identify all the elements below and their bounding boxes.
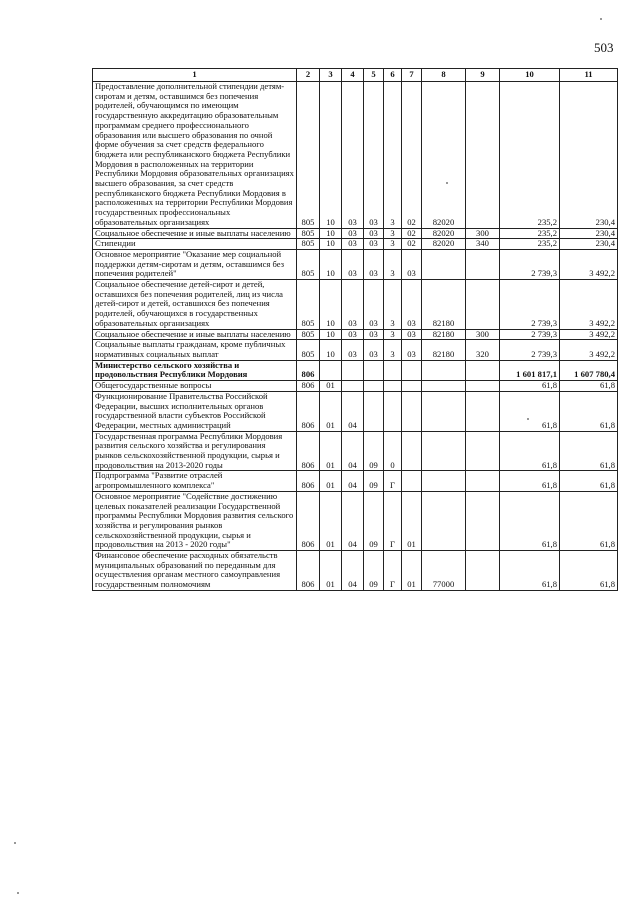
subsection-cell: 04 bbox=[342, 431, 364, 471]
amount-2019-cell: 61,8 bbox=[500, 491, 560, 550]
col-header: 5 bbox=[364, 69, 384, 82]
subprogram-cell: 3 bbox=[384, 82, 402, 229]
activity-cell: 03 bbox=[402, 340, 422, 360]
amount-2019-cell: 61,8 bbox=[500, 391, 560, 431]
section-cell: 10 bbox=[320, 340, 342, 360]
subprogram-cell bbox=[384, 381, 402, 392]
item-name-cell: Подпрограмма "Развитие отраслей агропромышленного комплекса" bbox=[93, 471, 297, 491]
table-row bbox=[93, 471, 618, 491]
item-name-cell: Финансовое обеспечение расходных обязательств муниципальных образований по переданным для осуществления органам местного самоуправления государственным полномочиям bbox=[93, 551, 297, 591]
col-header: 6 bbox=[384, 69, 402, 82]
table-row bbox=[93, 340, 618, 360]
table-header-row bbox=[93, 69, 618, 82]
subsection-cell: 04 bbox=[342, 491, 364, 550]
section-cell: 10 bbox=[320, 228, 342, 239]
amount-2019-cell: 235,2 bbox=[500, 82, 560, 229]
amount-2020-cell: 230,4 bbox=[560, 239, 618, 250]
activity-cell bbox=[402, 381, 422, 392]
program-cell bbox=[364, 360, 384, 380]
scan-speck bbox=[600, 18, 602, 20]
direction-cell: 77000 bbox=[422, 551, 466, 591]
ministry-code-cell: 806 bbox=[297, 491, 320, 550]
table-row bbox=[93, 381, 618, 392]
program-cell bbox=[364, 381, 384, 392]
section-cell: 01 bbox=[320, 391, 342, 431]
activity-cell: 03 bbox=[402, 280, 422, 330]
amount-2020-cell: 230,4 bbox=[560, 228, 618, 239]
expense-type-cell bbox=[466, 82, 500, 229]
program-cell: 03 bbox=[364, 82, 384, 229]
item-name-cell: Основное мероприятие "Содействие достижению целевых показателей реализации Государственной программы Республики Мордовия развития сельского хозяйства и регулирования рынков сельскохозяйственной продукции, сырья и продовольствия на 2013 - 2020 годы" bbox=[93, 491, 297, 550]
activity-cell: 02 bbox=[402, 239, 422, 250]
activity-cell: 01 bbox=[402, 491, 422, 550]
item-name-cell: Государственная программа Республики Мордовия развития сельского хозяйства и регулирования рынков сельскохозяйственной продукции, сырья и продовольствия на 2013-2020 годы bbox=[93, 431, 297, 471]
item-name-cell: Социальное обеспечение и иные выплаты населению bbox=[93, 228, 297, 239]
section-cell: 01 bbox=[320, 381, 342, 392]
amount-2019-cell: 61,8 bbox=[500, 471, 560, 491]
program-cell: 03 bbox=[364, 340, 384, 360]
expense-type-cell bbox=[466, 551, 500, 591]
table-row bbox=[93, 82, 618, 229]
program-cell: 03 bbox=[364, 249, 384, 279]
direction-cell: 82180 bbox=[422, 280, 466, 330]
amount-2019-cell: 235,2 bbox=[500, 239, 560, 250]
program-cell: 03 bbox=[364, 239, 384, 250]
amount-2019-cell: 2 739,3 bbox=[500, 280, 560, 330]
item-name-cell: Социальные выплаты гражданам, кроме публичных нормативных социальных выплат bbox=[93, 340, 297, 360]
col-header: 8 bbox=[422, 69, 466, 82]
amount-2020-cell: 3 492,2 bbox=[560, 280, 618, 330]
amount-2020-cell: 61,8 bbox=[560, 431, 618, 471]
budget-table bbox=[92, 68, 618, 591]
amount-2020-cell: 3 492,2 bbox=[560, 249, 618, 279]
subsection-cell: 03 bbox=[342, 340, 364, 360]
section-cell: 01 bbox=[320, 431, 342, 471]
program-cell: 03 bbox=[364, 228, 384, 239]
subprogram-cell: 3 bbox=[384, 249, 402, 279]
ministry-code-cell: 805 bbox=[297, 239, 320, 250]
subprogram-cell: Г bbox=[384, 491, 402, 550]
program-cell: 09 bbox=[364, 431, 384, 471]
subprogram-cell: 3 bbox=[384, 340, 402, 360]
ministry-code-cell: 806 bbox=[297, 391, 320, 431]
amount-2020-cell: 61,8 bbox=[560, 491, 618, 550]
activity-cell: 03 bbox=[402, 329, 422, 340]
ministry-code-cell: 806 bbox=[297, 471, 320, 491]
expense-type-cell: 300 bbox=[466, 329, 500, 340]
direction-cell: 82020 bbox=[422, 239, 466, 250]
section-cell: 01 bbox=[320, 471, 342, 491]
section-cell: 01 bbox=[320, 551, 342, 591]
scan-speck bbox=[17, 892, 19, 894]
ministry-code-cell: 805 bbox=[297, 280, 320, 330]
section-cell: 10 bbox=[320, 329, 342, 340]
amount-2020-cell: 61,8 bbox=[560, 471, 618, 491]
activity-cell: 02 bbox=[402, 82, 422, 229]
item-name-cell: Стипендии bbox=[93, 239, 297, 250]
subsection-cell: 04 bbox=[342, 551, 364, 591]
amount-2020-cell: 3 492,2 bbox=[560, 340, 618, 360]
amount-2019-cell: 2 739,3 bbox=[500, 249, 560, 279]
direction-cell: 82020 bbox=[422, 82, 466, 229]
col-header: 10 bbox=[500, 69, 560, 82]
col-header: 7 bbox=[402, 69, 422, 82]
expense-type-cell bbox=[466, 381, 500, 392]
table-row bbox=[93, 491, 618, 550]
amount-2019-cell: 235,2 bbox=[500, 228, 560, 239]
subsection-cell: 03 bbox=[342, 329, 364, 340]
direction-cell: 82180 bbox=[422, 340, 466, 360]
program-cell bbox=[364, 391, 384, 431]
table-row bbox=[93, 228, 618, 239]
amount-2019-cell: 61,8 bbox=[500, 381, 560, 392]
direction-cell bbox=[422, 381, 466, 392]
subprogram-cell: 3 bbox=[384, 329, 402, 340]
amount-2020-cell: 1 607 780,4 bbox=[560, 360, 618, 380]
program-cell: 03 bbox=[364, 329, 384, 340]
scan-speck bbox=[14, 842, 16, 844]
amount-2019-cell: 2 739,3 bbox=[500, 340, 560, 360]
direction-cell bbox=[422, 431, 466, 471]
subsection-cell bbox=[342, 360, 364, 380]
program-cell: 09 bbox=[364, 471, 384, 491]
scan-speck bbox=[527, 418, 529, 420]
amount-2019-cell: 61,8 bbox=[500, 551, 560, 591]
table-row bbox=[93, 360, 618, 380]
table-row bbox=[93, 551, 618, 591]
activity-cell bbox=[402, 471, 422, 491]
col-header: 3 bbox=[320, 69, 342, 82]
direction-cell bbox=[422, 360, 466, 380]
subsection-cell: 03 bbox=[342, 82, 364, 229]
expense-type-cell bbox=[466, 360, 500, 380]
program-cell: 03 bbox=[364, 280, 384, 330]
expense-type-cell bbox=[466, 249, 500, 279]
amount-2020-cell: 61,8 bbox=[560, 391, 618, 431]
activity-cell bbox=[402, 391, 422, 431]
expense-type-cell: 300 bbox=[466, 228, 500, 239]
amount-2019-cell: 1 601 817,1 bbox=[500, 360, 560, 380]
section-cell: 10 bbox=[320, 249, 342, 279]
subprogram-cell: 3 bbox=[384, 228, 402, 239]
item-name-cell: Предоставление дополнительной стипендии детям-сиротам и детям, оставшимся без попечения родителей, обучающимся по имеющим государственную аккредитацию образовательным программам среднего профессионального образования или высшего образования по очной форме обучения за счет средств федерального бюджета или республиканского бюджета Республики Мордовия в расположенных на территории Республики Мордовия образовательных организациях высшего образования, за счет средств республиканского бюджета Республики Мордовия в расположенных на территории Республики Мордовия государственных профессиональных образовательных организациях bbox=[93, 82, 297, 229]
section-cell: 10 bbox=[320, 239, 342, 250]
activity-cell bbox=[402, 360, 422, 380]
program-cell: 09 bbox=[364, 551, 384, 591]
table-row bbox=[93, 391, 618, 431]
section-cell: 10 bbox=[320, 82, 342, 229]
direction-cell bbox=[422, 491, 466, 550]
subprogram-cell: Г bbox=[384, 471, 402, 491]
subprogram-cell: Г bbox=[384, 551, 402, 591]
section-cell: 01 bbox=[320, 491, 342, 550]
expense-type-cell bbox=[466, 491, 500, 550]
direction-cell bbox=[422, 471, 466, 491]
expense-type-cell bbox=[466, 391, 500, 431]
subsection-cell: 04 bbox=[342, 471, 364, 491]
section-cell: 10 bbox=[320, 280, 342, 330]
direction-cell: 82180 bbox=[422, 329, 466, 340]
amount-2020-cell: 3 492,2 bbox=[560, 329, 618, 340]
expense-type-cell bbox=[466, 431, 500, 471]
item-name-cell: Основное мероприятие "Оказание мер социальной поддержки детям-сиротам и детям, оставшимся без попечения родителей" bbox=[93, 249, 297, 279]
direction-cell bbox=[422, 249, 466, 279]
amount-2019-cell: 61,8 bbox=[500, 431, 560, 471]
subsection-cell: 03 bbox=[342, 239, 364, 250]
ministry-code-cell: 806 bbox=[297, 381, 320, 392]
expense-type-cell bbox=[466, 280, 500, 330]
activity-cell bbox=[402, 431, 422, 471]
activity-cell: 02 bbox=[402, 228, 422, 239]
ministry-code-cell: 805 bbox=[297, 249, 320, 279]
item-name-cell: Функционирование Правительства Российской Федерации, высших исполнительных органов государственной власти субъектов Российской Федерации, местных администраций bbox=[93, 391, 297, 431]
subprogram-cell: 0 bbox=[384, 431, 402, 471]
expense-type-cell: 340 bbox=[466, 239, 500, 250]
subsection-cell bbox=[342, 381, 364, 392]
ministry-code-cell: 806 bbox=[297, 431, 320, 471]
subsection-cell: 03 bbox=[342, 228, 364, 239]
table-row bbox=[93, 329, 618, 340]
activity-cell: 01 bbox=[402, 551, 422, 591]
table-row bbox=[93, 239, 618, 250]
ministry-code-cell: 806 bbox=[297, 360, 320, 380]
table-row bbox=[93, 431, 618, 471]
col-header: 4 bbox=[342, 69, 364, 82]
subprogram-cell: 3 bbox=[384, 280, 402, 330]
subprogram-cell bbox=[384, 391, 402, 431]
table-row bbox=[93, 280, 618, 330]
direction-cell bbox=[422, 391, 466, 431]
ministry-code-cell: 805 bbox=[297, 329, 320, 340]
amount-2020-cell: 61,8 bbox=[560, 551, 618, 591]
col-header: 9 bbox=[466, 69, 500, 82]
direction-cell: 82020 bbox=[422, 228, 466, 239]
ministry-code-cell: 805 bbox=[297, 82, 320, 229]
col-header: 1 bbox=[93, 69, 297, 82]
ministry-code-cell: 805 bbox=[297, 228, 320, 239]
col-header: 11 bbox=[560, 69, 618, 82]
subprogram-cell bbox=[384, 360, 402, 380]
expense-type-cell: 320 bbox=[466, 340, 500, 360]
ministry-code-cell: 805 bbox=[297, 340, 320, 360]
subprogram-cell: 3 bbox=[384, 239, 402, 250]
activity-cell: 03 bbox=[402, 249, 422, 279]
scan-speck bbox=[446, 182, 448, 184]
table-row bbox=[93, 249, 618, 279]
subsection-cell: 04 bbox=[342, 391, 364, 431]
amount-2019-cell: 2 739,3 bbox=[500, 329, 560, 340]
ministry-code-cell: 806 bbox=[297, 551, 320, 591]
page-number: 503 bbox=[594, 40, 614, 55]
amount-2020-cell: 230,4 bbox=[560, 82, 618, 229]
item-name-cell: Социальное обеспечение детей-сирот и детей, оставшихся без попечения родителей, лиц из числа детей-сирот и детей, оставшихся без попечения родителей, обучающихся в государственных образовательных организациях bbox=[93, 280, 297, 330]
expense-type-cell bbox=[466, 471, 500, 491]
subsection-cell: 03 bbox=[342, 280, 364, 330]
col-header: 2 bbox=[297, 69, 320, 82]
item-name-cell: Социальное обеспечение и иные выплаты населению bbox=[93, 329, 297, 340]
item-name-cell: Общегосударственные вопросы bbox=[93, 381, 297, 392]
subsection-cell: 03 bbox=[342, 249, 364, 279]
program-cell: 09 bbox=[364, 491, 384, 550]
section-cell bbox=[320, 360, 342, 380]
amount-2020-cell: 61,8 bbox=[560, 381, 618, 392]
item-name-cell: Министерство сельского хозяйства и продовольствия Республики Мордовия bbox=[93, 360, 297, 380]
